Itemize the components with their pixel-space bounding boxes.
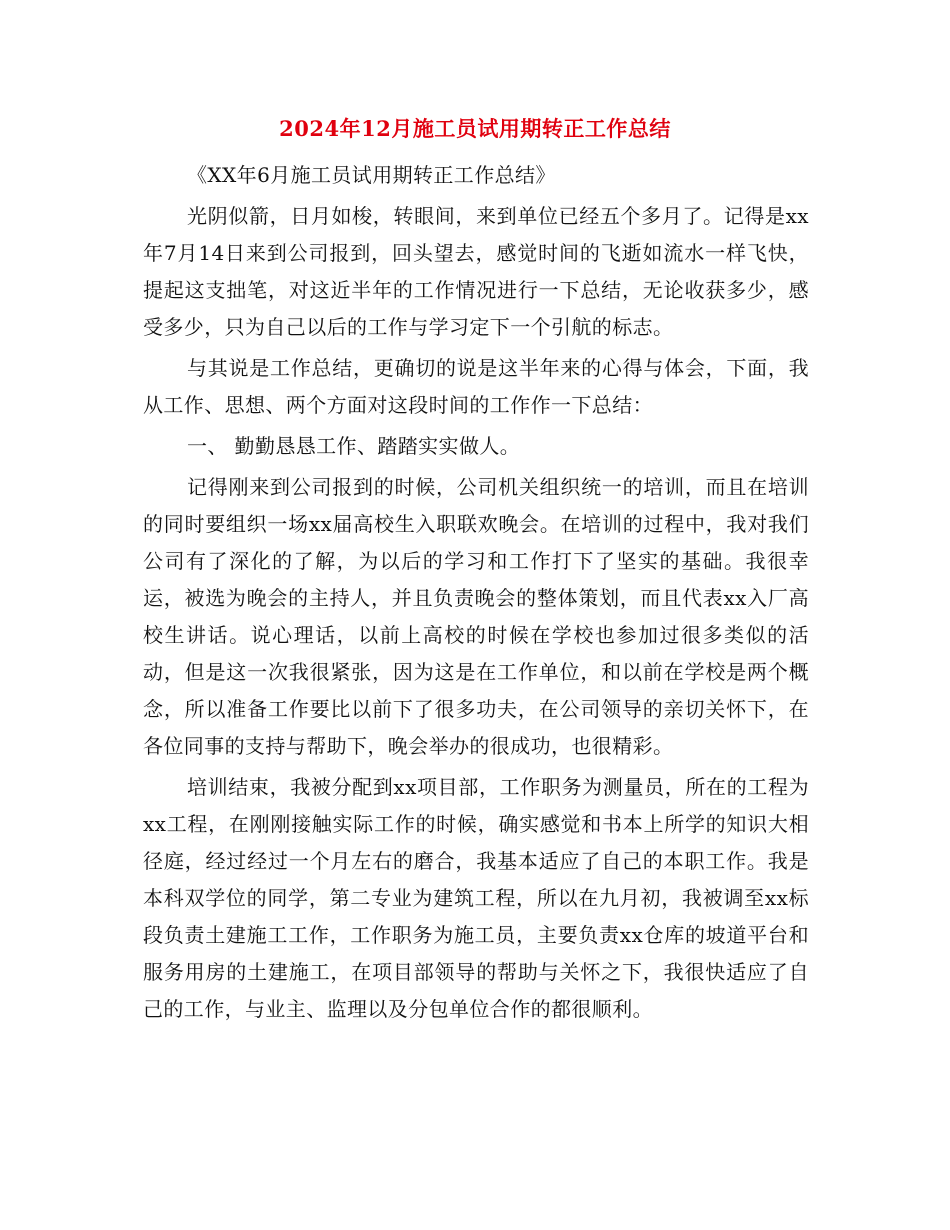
- paragraph-training: 记得刚来到公司报到的时候，公司机关组织统一的培训，而且在培训的同时要组织一场xx届高校生入职联欢晚会。在培训的过程中，我对我们公司有了深化的了解，为以后的学习和工作打下了坚实的基础。我很幸运，被选为晚会的主持人，并且负责晚会的整体策划，而且代表xx入厂高校生讲话。说心理话，以前上高校的时候在学校也参加过很多类似的活动，但是这一次我很紧张，因为这是在工作单位，和以前在学校是两个概念，所以准备工作要比以前下了很多功夫，在公司领导的亲切关怀下，在各位同事的支持与帮助下，晚会举办的很成功，也很精彩。: [143, 475, 809, 758]
- document-subtitle: 《XX年6月施工员试用期转正工作总结》: [187, 163, 556, 187]
- document-body: [143, 157, 809, 1028]
- paragraph-intro: 光阴似箭，日月如梭，转眼间，来到单位已经五个多月了。记得是xx年7月14日来到公司报到，回头望去，感觉时间的飞逝如流水一样飞快，提起这支拙笔，对这近半年的工作情况进行一下总结，无论收获多少，感受多少，只为自己以后的工作与学习定下一个引航的标志。: [143, 204, 809, 339]
- section-heading-1: 一、 勤勤恳恳工作、踏踏实实做人。: [187, 434, 521, 458]
- paragraph-assignment: 培训结束，我被分配到xx项目部，工作职务为测量员，所在的工程为xx工程，在刚刚接触实际工作的时候，确实感觉和书本上所学的知识大相径庭，经过经过一个月左右的磨合，我基本适应了自己的本职工作。我是本科双学位的同学，第二专业为建筑工程，所以在九月初，我被调至xx标段负责土建施工工作，工作职务为施工员，主要负责xx仓库的坡道平台和服务用房的土建施工，在项目部领导的帮助与关怀之下，我很快适应了自己的工作，与业主、监理以及分包单位合作的都很顺利。: [143, 775, 809, 1021]
- document-title: 2024年12月施工员试用期转正工作总结: [279, 116, 671, 141]
- paragraph-overview: 与其说是工作总结，更确切的说是这半年来的心得与体会，下面，我从工作、思想、两个方面对这段时间的工作作一下总结：: [143, 356, 809, 417]
